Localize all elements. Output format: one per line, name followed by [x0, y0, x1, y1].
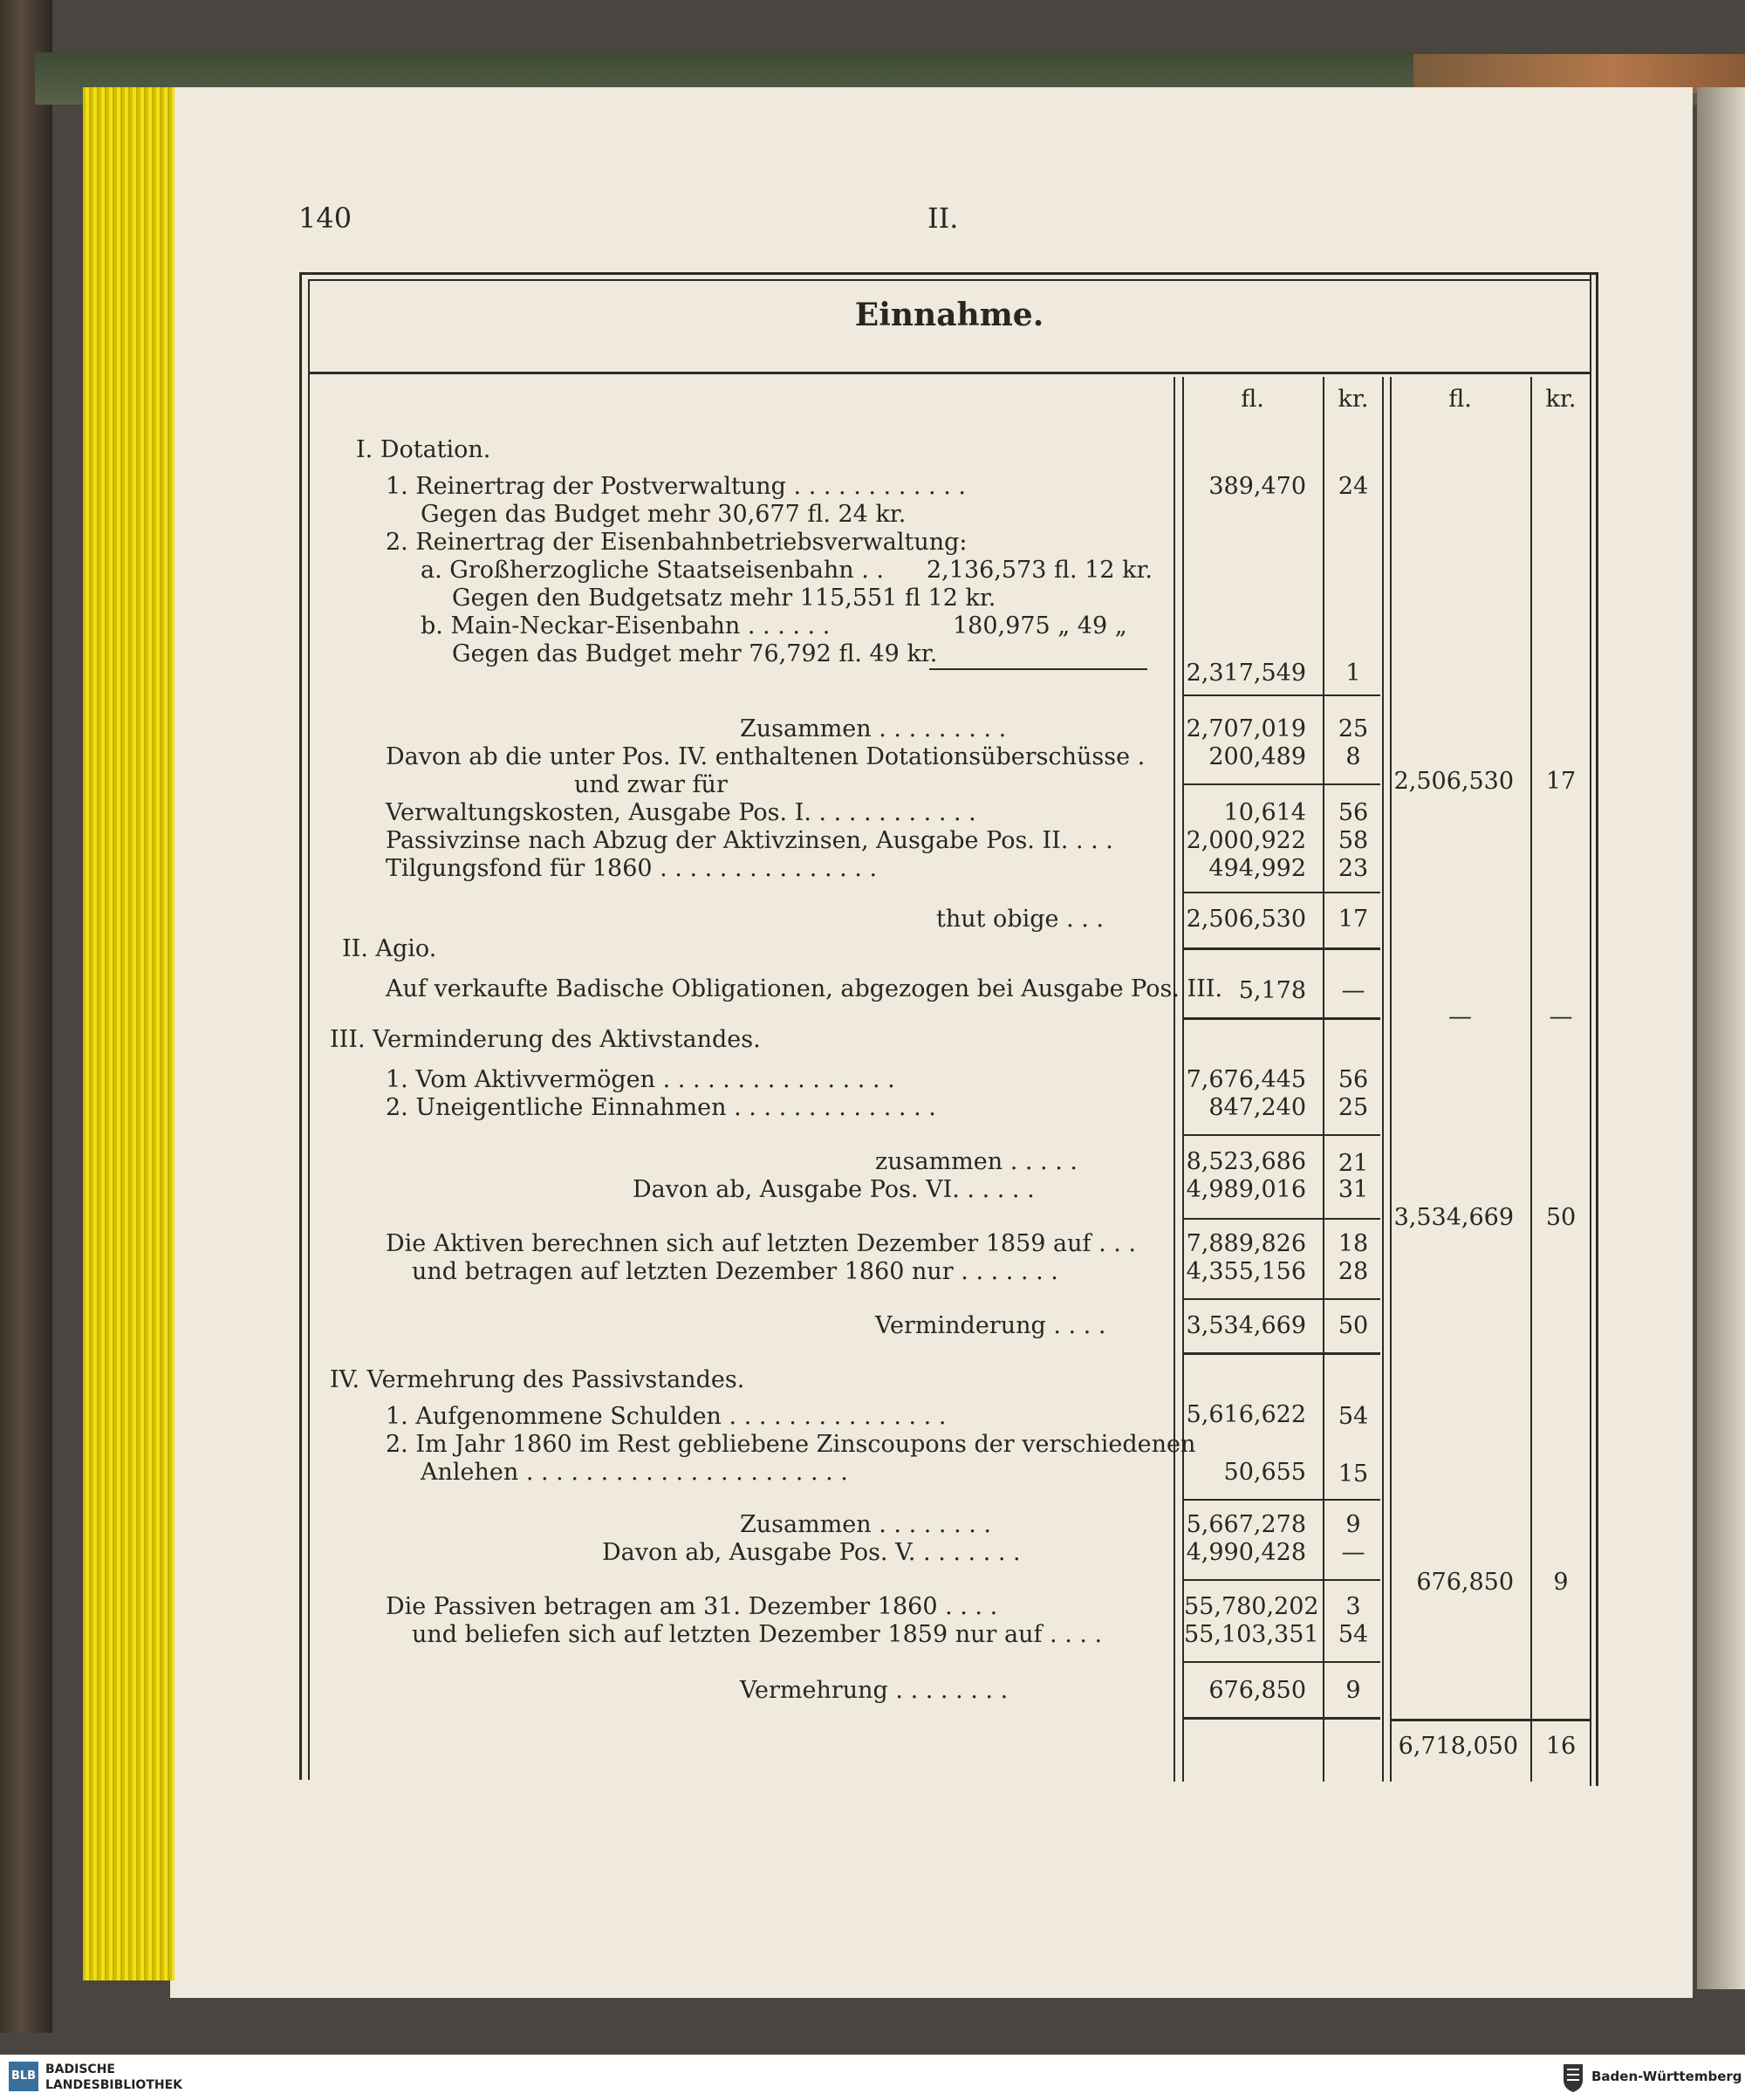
section-iii-aktiv2-fl: 4,355,156 — [1186, 1258, 1306, 1285]
section-iii-total-fl: 3,534,669 — [1393, 1204, 1514, 1231]
section-i-item2b-note: Gegen das Budget mehr 76,792 fl. 49 kr. — [452, 640, 938, 667]
section-iv-item1: 1. Aufgenommene Schulden . . . . . . . . . . . . . . . — [386, 1403, 947, 1430]
section-i-tilg-kr: 23 — [1338, 855, 1369, 882]
section-iii-aktiv1-fl: 7,889,826 — [1186, 1230, 1306, 1257]
section-iv-passiv1-fl: 55,780,202 — [1184, 1593, 1319, 1620]
section-i-undzwar: und zwar für — [574, 771, 728, 798]
section-i-passiv: Passivzinse nach Abzug der Aktivzinsen, Ausgabe Pos. II. . . . — [386, 827, 1113, 854]
section-iv-davon-fl: 4,990,428 — [1186, 1539, 1306, 1566]
section-iii-item2-kr: 25 — [1338, 1094, 1369, 1121]
section-i-thut: thut obige . . . — [936, 906, 1104, 933]
section-iv-total-kr: 9 — [1553, 1569, 1569, 1596]
section-i-passiv-kr: 58 — [1338, 827, 1369, 854]
section-i-item2-fl: 2,317,549 — [1186, 660, 1306, 687]
section-ii-fl: 5,178 — [1238, 977, 1306, 1004]
section-i-thut-fl: 2,506,530 — [1186, 906, 1306, 933]
section-i-davon-fl: 200,489 — [1208, 743, 1306, 770]
section-i-zusammen-fl: 2,707,019 — [1186, 715, 1306, 742]
section-i-thut-kr: 17 — [1338, 906, 1369, 933]
col-header-fl-2: fl. — [1448, 386, 1472, 413]
section-iv-passiv1-kr: 3 — [1345, 1593, 1361, 1620]
sum-rule — [1184, 1579, 1380, 1581]
gilt-page-edges — [83, 87, 174, 1980]
col-header-kr-1: kr. — [1338, 386, 1369, 413]
section-ii-total-kr: — — [1549, 1003, 1573, 1030]
section-i-item1-note: Gegen das Budget mehr 30,677 fl. 24 kr. — [421, 501, 907, 528]
section-iii-aktiv1-kr: 18 — [1338, 1230, 1369, 1257]
section-iv-item2-fl: 50,655 — [1223, 1459, 1306, 1486]
blb-logo: BLB — [9, 2062, 38, 2091]
section-iii-item1-fl: 7,676,445 — [1186, 1066, 1306, 1093]
section-iii-item2-fl: 847,240 — [1208, 1094, 1306, 1121]
section-i-zusammen: Zusammen . . . . . . . . . — [740, 715, 1007, 742]
section-iv-total-fl: 676,850 — [1416, 1569, 1514, 1596]
section-i-item1: 1. Reinertrag der Postverwaltung . . . . . . . . . . . . — [386, 473, 966, 500]
section-ii-total-fl: — — [1448, 1003, 1472, 1030]
section-i-item1-kr: 24 — [1338, 473, 1369, 500]
section-iii-verm: Verminderung . . . . — [875, 1312, 1106, 1339]
section-i-item2a-amount: 2,136,573 fl. 12 kr. — [927, 557, 1153, 584]
section-iii-total-kr: 50 — [1545, 1204, 1577, 1231]
sum-rule — [1184, 1017, 1380, 1020]
state-name: Baden-Württemberg — [1591, 2069, 1742, 2084]
section-iv-zusammen: Zusammen . . . . . . . . — [740, 1511, 991, 1538]
section-ii-heading: II. Agio. — [342, 935, 437, 962]
section-i-davon: Davon ab die unter Pos. IV. enthaltenen Dotationsüberschüsse . — [386, 743, 1146, 770]
section-iii-davon-kr: 31 — [1338, 1176, 1369, 1203]
section-iv-verm-kr: 9 — [1345, 1677, 1361, 1704]
section-iv-item1-kr: 54 — [1338, 1403, 1369, 1430]
section-iii-verm-fl: 3,534,669 — [1186, 1312, 1306, 1339]
section-iv-passiv1: Die Passiven betragen am 31. Dezember 1860 . . . . — [386, 1593, 998, 1620]
section-iii-davon: Davon ab, Ausgabe Pos. VI. . . . . . — [633, 1176, 1035, 1203]
section-iii-item2: 2. Uneigentliche Einnahmen . . . . . . . . . . . . . . — [386, 1094, 936, 1121]
section-i-item1-fl: 389,470 — [1208, 473, 1306, 500]
section-iv-item2: 2. Im Jahr 1860 im Rest gebliebene Zinscoupons der verschiedenen — [386, 1431, 1196, 1458]
section-i-zusammen-kr: 25 — [1338, 715, 1369, 742]
facing-page-edge — [1697, 87, 1745, 1989]
section-iv-zusammen-kr: 9 — [1345, 1511, 1361, 1538]
section-i-tilg-fl: 494,992 — [1208, 855, 1306, 882]
section-number: II. — [927, 202, 959, 235]
library-name-line1: BADISCHE — [45, 2062, 115, 2076]
section-ii-kr: — — [1341, 977, 1365, 1004]
section-iv-verm-fl: 676,850 — [1208, 1677, 1306, 1704]
sum-rule — [1184, 1218, 1380, 1220]
library-name-line2: LANDESBIBLIOTHEK — [45, 2078, 183, 2092]
section-i-item2b: b. Main-Neckar-Eisenbahn . . . . . . — [421, 612, 831, 640]
section-i-item2-kr: 1 — [1345, 660, 1361, 687]
section-iv-heading: IV. Vermehrung des Passivstandes. — [330, 1366, 745, 1393]
section-i-item2a-note: Gegen den Budgetsatz mehr 115,551 fl 12 kr. — [452, 585, 996, 612]
subtotal-rule — [929, 668, 1147, 670]
section-i-item2a: a. Großherzogliche Staatseisenbahn . . — [421, 557, 884, 584]
sum-rule — [1184, 947, 1380, 950]
section-iv-passiv2-fl: 55,103,351 — [1184, 1621, 1319, 1648]
sum-rule — [1184, 1717, 1380, 1720]
section-iii-zusammen-fl: 8,523,686 — [1186, 1148, 1306, 1175]
section-i-verw-kr: 56 — [1338, 799, 1369, 826]
section-i-verw: Verwaltungskosten, Ausgabe Pos. I. . . . . . . . . . . . — [386, 799, 976, 826]
section-ii-line: Auf verkaufte Badische Obligationen, abgezogen bei Ausgabe Pos. III. — [386, 975, 1223, 1002]
section-i-davon-kr: 8 — [1345, 743, 1361, 770]
section-i-verw-fl: 10,614 — [1223, 799, 1306, 826]
section-iv-zusammen-fl: 5,667,278 — [1186, 1511, 1306, 1538]
section-iv-passiv2-kr: 54 — [1338, 1621, 1369, 1648]
section-i-heading: I. Dotation. — [356, 436, 491, 463]
sum-rule — [1184, 1298, 1380, 1300]
section-iii-aktiv2-kr: 28 — [1338, 1258, 1369, 1285]
section-iii-item1: 1. Vom Aktivvermögen . . . . . . . . . . . . . . . . — [386, 1066, 895, 1093]
sum-rule — [1184, 1661, 1380, 1663]
sum-rule — [1184, 694, 1380, 696]
grand-total-fl: 6,718,050 — [1398, 1733, 1518, 1760]
section-iii-davon-fl: 4,989,016 — [1186, 1176, 1306, 1203]
section-iii-item1-kr: 56 — [1338, 1066, 1369, 1093]
col-header-kr-2: kr. — [1545, 386, 1577, 413]
section-iv-item1-fl: 5,616,622 — [1186, 1401, 1306, 1428]
section-iv-passiv2: und beliefen sich auf letzten Dezember 1859 nur auf . . . . — [412, 1621, 1103, 1648]
baden-wuerttemberg-coat-of-arms-icon — [1560, 2059, 1586, 2094]
sum-rule — [1184, 1499, 1380, 1501]
grand-total-rule — [1392, 1719, 1590, 1721]
page-number: 140 — [298, 202, 352, 235]
section-iii-heading: III. Verminderung des Aktivstandes. — [330, 1026, 761, 1053]
section-iii-zusammen-kr: 21 — [1338, 1150, 1369, 1177]
section-iii-aktiv1: Die Aktiven berechnen sich auf letzten Dezember 1859 auf . . . — [386, 1230, 1136, 1257]
book-binding — [0, 0, 52, 2033]
section-i-item2b-amount: 180,975 „ 49 „ — [953, 612, 1127, 640]
section-iv-verm: Vermehrung . . . . . . . . — [740, 1677, 1009, 1704]
section-iv-davon: Davon ab, Ausgabe Pos. V. . . . . . . . — [602, 1539, 1021, 1566]
sum-rule — [1184, 1134, 1380, 1136]
section-i-item2: 2. Reinertrag der Eisenbahnbetriebsverwaltung: — [386, 529, 968, 556]
section-iii-verm-kr: 50 — [1338, 1312, 1369, 1339]
section-i-passiv-fl: 2,000,922 — [1186, 827, 1306, 854]
section-iii-zusammen: zusammen . . . . . — [875, 1148, 1078, 1175]
section-iii-aktiv2: und betragen auf letzten Dezember 1860 nur . . . . . . . — [412, 1258, 1058, 1285]
section-iv-item2-kr: 15 — [1338, 1460, 1369, 1488]
table-title: Einnahme. — [854, 297, 1044, 333]
library-footer — [0, 2055, 1745, 2100]
sum-rule — [1184, 783, 1380, 785]
section-i-tilg: Tilgungsfond für 1860 . . . . . . . . . . . . . . . — [386, 855, 878, 882]
sum-rule — [1184, 892, 1380, 893]
grand-total-kr: 16 — [1545, 1733, 1577, 1760]
section-iv-item2b: Anlehen . . . . . . . . . . . . . . . . . . . . . . — [421, 1459, 848, 1486]
section-i-total-fl: 2,506,530 — [1393, 768, 1514, 795]
col-header-fl-1: fl. — [1241, 386, 1264, 413]
section-iv-davon-kr: — — [1341, 1539, 1365, 1566]
section-i-total-kr: 17 — [1545, 768, 1577, 795]
sum-rule — [1184, 1352, 1380, 1355]
